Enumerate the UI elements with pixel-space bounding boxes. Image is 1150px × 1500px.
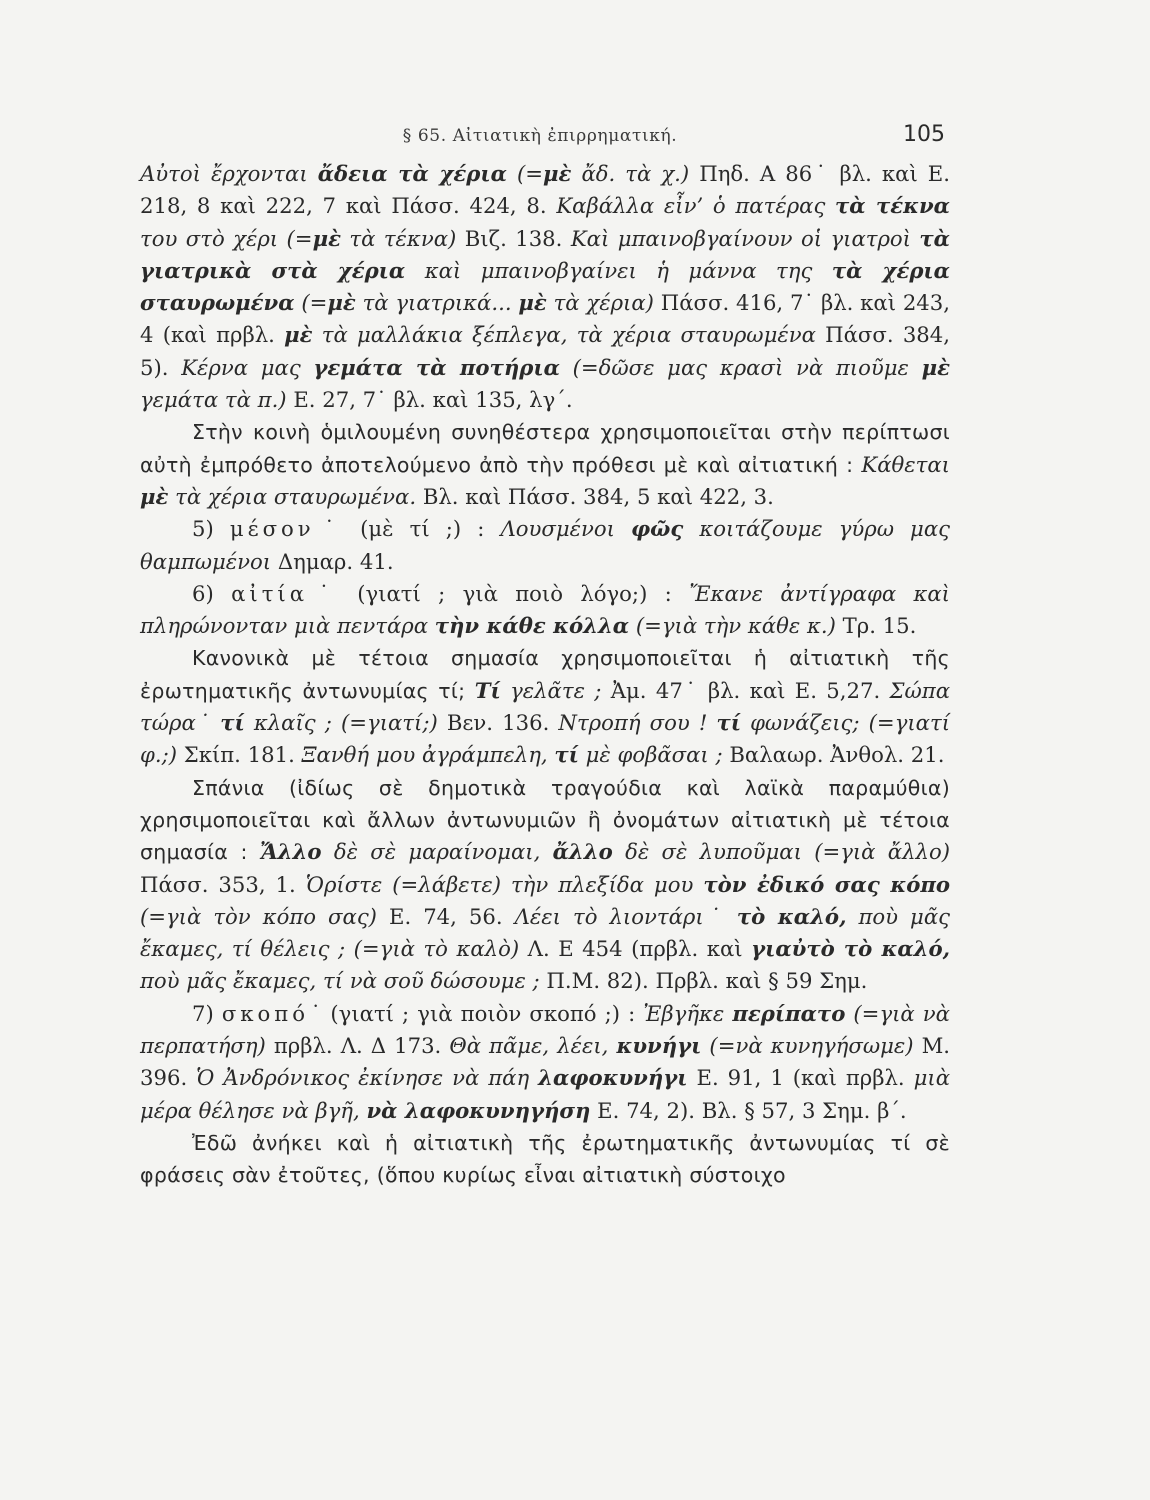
text-run: τὰ χέρια σταυρωμένα: [140, 257, 950, 316]
text-run: μὲ: [518, 290, 547, 316]
paragraph: [140, 642, 950, 771]
text-run: Ντροπή σου !: [558, 710, 717, 736]
body-text: [140, 158, 950, 1192]
text-run: περίπατο: [732, 1000, 846, 1026]
text-run: μὲ: [140, 483, 169, 509]
text-run: ἄδ. τὰ χ.): [571, 161, 690, 186]
text-run: πρβλ. Λ. Δ 173.: [265, 1033, 450, 1059]
text-run: Καὶ μπαινοβγαίνουν οἱ γιατροὶ: [570, 225, 920, 251]
text-run: σκοπό: [221, 1000, 309, 1026]
text-run: Ἔκανε ἀντίγραφα καὶ πληρώνονταν μιὰ πεντάρα: [140, 580, 950, 639]
text-run: ˙ (μὲ τί ;) :: [314, 516, 501, 542]
text-run: Βαλαωρ. Ἀνθολ. 21.: [722, 742, 945, 768]
running-title: § 65. Αἰτιατικὴ ἐπιρρηματική.: [402, 126, 678, 146]
text-run: Τρ. 15.: [835, 613, 917, 639]
text-run: μὲ φοβᾶσαι ;: [578, 742, 723, 768]
text-run: φωνάζεις; (=γιατί φ.;): [140, 710, 950, 768]
text-run: (=γιὰ νὰ περπατήση): [140, 1000, 950, 1059]
paragraph: [140, 158, 950, 416]
text-run: Πηδ. Α 86˙ βλ. καὶ Ε. 218, 8 καὶ 222, 7 καὶ Πάσσ. 424, 8.: [140, 161, 950, 219]
text-run: (=γιὰ τὸν κόπο σας): [140, 903, 377, 929]
paragraph: [140, 772, 950, 998]
text-run: Λουσμένοι: [500, 516, 632, 542]
text-run: Ἐβγῆκε: [643, 1000, 733, 1026]
text-run: τὰ χέρια): [546, 290, 654, 316]
paragraph: [140, 513, 950, 578]
text-run: μὲ: [284, 322, 313, 348]
page-number: 105: [903, 122, 945, 147]
paragraph: [140, 998, 950, 1127]
text-run: Στὴν κοινὴ ὁμιλουμένη συνηθέστερα χρησιμοποιεῖται στὴν περίπτωσι αὐτὴ ἐμπρόθετο ἀποτελούμενο ἀπὸ τὴν πρόθεσι μὲ καὶ αἰτιατική :: [140, 420, 950, 477]
text-run: φῶς: [631, 516, 684, 542]
text-run: Κάθεται: [861, 451, 950, 477]
text-run: Ὁρίστε (=λάβετε) τὴν πλεξίδα μου: [305, 871, 704, 897]
text-run: ἄδεια τὰ χέρια: [317, 161, 507, 186]
text-run: ποὺ μᾶς ἔκαμες, τί νὰ σοῦ δώσουμε ;: [140, 968, 540, 994]
text-run: γελᾶτε ;: [500, 677, 602, 703]
text-run: Βιζ. 138.: [456, 225, 571, 251]
text-run: τί: [716, 710, 741, 736]
text-run: κοιτάζουμε γύρω μας θαμπωμένοι: [140, 516, 951, 574]
text-run: κυνήγι: [616, 1033, 702, 1059]
text-run: Κέρνα μας: [181, 354, 314, 380]
text-run: μέσον: [229, 516, 315, 542]
text-run: Δημαρ. 41.: [271, 548, 394, 574]
text-run: λαφοκυνήγι: [538, 1065, 688, 1091]
text-run: μιὰ μέρα θέλησε νὰ βγῆ,: [140, 1065, 951, 1123]
text-run: γεμάτα τὰ ποτήρια: [313, 354, 560, 380]
text-run: 7): [192, 1000, 222, 1026]
text-run: τὸ καλό,: [736, 903, 847, 929]
text-run: τὰ γιατρικά...: [355, 290, 519, 316]
text-run: Ε. 74, 56.: [376, 903, 515, 929]
text-run: Ξανθή μου ἀγράμπελη,: [301, 742, 555, 768]
text-run: Ἐδῶ ἀνήκει καὶ ἡ αἰτιατικὴ τῆς ἐρωτηματικῆς ἀντωνυμίας τί σὲ φράσεις σὰν ἐτοῦτες, (ὅπου κυρίως εἶναι αἰτιατικὴ σύστοιχο: [140, 1130, 950, 1188]
text-run: ἄλλο: [552, 839, 613, 865]
text-run: Βεν. 136.: [437, 710, 559, 736]
text-run: μὲ: [921, 354, 950, 380]
text-run: μὲ: [327, 290, 356, 316]
text-run: Ἄλλο: [260, 839, 322, 865]
text-run: τὰ χέρια σταυρωμένα.: [168, 483, 417, 509]
text-run: Σκίπ. 181.: [176, 742, 302, 768]
text-run: τί: [220, 710, 245, 736]
text-run: Ε. 27, 7˙ βλ. καὶ 135, λγ΄.: [286, 387, 573, 413]
text-run: τὸν ἐδικό σας κόπο: [703, 871, 950, 897]
text-run: Κανονικὰ μὲ τέτοια σημασία χρησιμοποιεῖται ἡ αἰτιατικὴ τῆς ἐρωτηματικῆς ἀντωνυμίας τί;: [140, 646, 950, 703]
text-run: Ὁ Ἀνδρόνικος ἐκίνησε νὰ πάη: [196, 1065, 539, 1091]
text-run: (=: [294, 290, 328, 316]
text-run: Πάσσ. 384, 5).: [140, 322, 950, 380]
text-run: τὰ μαλλάκια ξέπλεγα, τὰ χέρια σταυρωμένα: [312, 322, 816, 348]
text-run: 6): [192, 580, 232, 606]
text-run: Ε. 91, 1 (καὶ πρβλ.: [687, 1065, 914, 1091]
text-run: Καβάλλα εἶν’ ὁ πατέρας: [556, 193, 836, 219]
text-run: γεμάτα τὰ π.): [140, 387, 287, 413]
text-run: μὲ: [543, 161, 572, 186]
text-run: νὰ λαφοκυνηγήση: [366, 1097, 591, 1123]
text-run: Π.Μ. 82). Πρβλ. καὶ § 59 Σημ.: [539, 968, 868, 994]
text-run: γιαὐτὸ τὸ καλό,: [751, 936, 950, 962]
text-run: Πάσσ. 416, 7˙ βλ. καὶ 243, 4 (καὶ πρβλ.: [140, 290, 950, 348]
text-run: του στὸ χέρι (=: [140, 225, 313, 251]
text-run: μὲ: [312, 225, 341, 251]
text-run: κλαῖς ; (=γιατί;): [244, 710, 438, 736]
text-run: Ε. 74, 2). Βλ. § 57, 3 Σημ. β΄.: [590, 1097, 907, 1123]
text-run: ποὺ μᾶς ἔκαμες, τί θέλεις ; (=γιὰ τὸ καλὸ): [140, 903, 950, 962]
text-run: Βλ. καὶ Πάσσ. 384, 5 καὶ 422, 3.: [416, 483, 774, 509]
text-run: 5): [192, 516, 230, 542]
text-run: Σπάνια (ἰδίως σὲ δημοτικὰ τραγούδια καὶ λαϊκὰ παραμύθια) χρησιμοποιεῖται καὶ ἄλλων ἀντωνυμιῶν ἢ ὀνομάτων αἰτιατικὴ μὲ τέτοια σημασία :: [140, 775, 950, 865]
text-run: τὰ τέκνα): [340, 225, 457, 251]
text-run: (=δῶσε μας κρασὶ νὰ πιοῦμε: [559, 354, 922, 380]
text-run: Τί: [474, 677, 501, 703]
text-run: Πάσσ. 353, 1.: [140, 871, 306, 897]
paragraph: [140, 578, 950, 643]
text-run: καὶ μπαινοβγαίνει ἡ μάννα της: [405, 257, 832, 283]
text-run: τὰ τέκνα: [835, 193, 950, 219]
text-run: (=νὰ κυνηγήσωμε): [701, 1033, 914, 1059]
paragraph: [140, 1127, 950, 1192]
text-run: Λέει τὸ λιοντάρι˙: [514, 903, 737, 929]
text-run: δὲ σὲ λυποῦμαι (=γιὰ ἄλλο): [612, 839, 950, 865]
text-run: (=: [506, 161, 544, 186]
paragraph: [140, 416, 950, 513]
text-run: Σώπα τώρα˙: [140, 677, 951, 736]
text-run: Μ. 396.: [140, 1033, 950, 1091]
page-header: [135, 122, 945, 156]
text-run: Ἀμ. 47˙ βλ. καὶ Ε. 5,27.: [601, 677, 890, 703]
text-run: (=γιὰ τὴν κάθε κ.): [629, 613, 836, 639]
text-run: δὲ σὲ μαραίνομαι,: [321, 839, 553, 865]
text-run: αἰτία: [231, 580, 309, 606]
text-run: ˙ (γιατί ; γιὰ ποιὸ λόγο;) :: [308, 580, 690, 606]
text-run: τὰ γιατρικὰ στὰ χέρια: [140, 225, 950, 283]
text-run: Αὐτοὶ ἔρχονται: [140, 161, 318, 186]
text-run: Λ. Ε 454 (πρβλ. καὶ: [519, 936, 752, 962]
text-run: τὴν κάθε κόλλα: [434, 613, 630, 639]
text-run: τί: [554, 742, 579, 768]
text-run: ˙ (γιατί ; γιὰ ποιὸν σκοπό ;) :: [309, 1000, 644, 1026]
text-run: Θὰ πᾶμε, λέει,: [449, 1033, 617, 1059]
